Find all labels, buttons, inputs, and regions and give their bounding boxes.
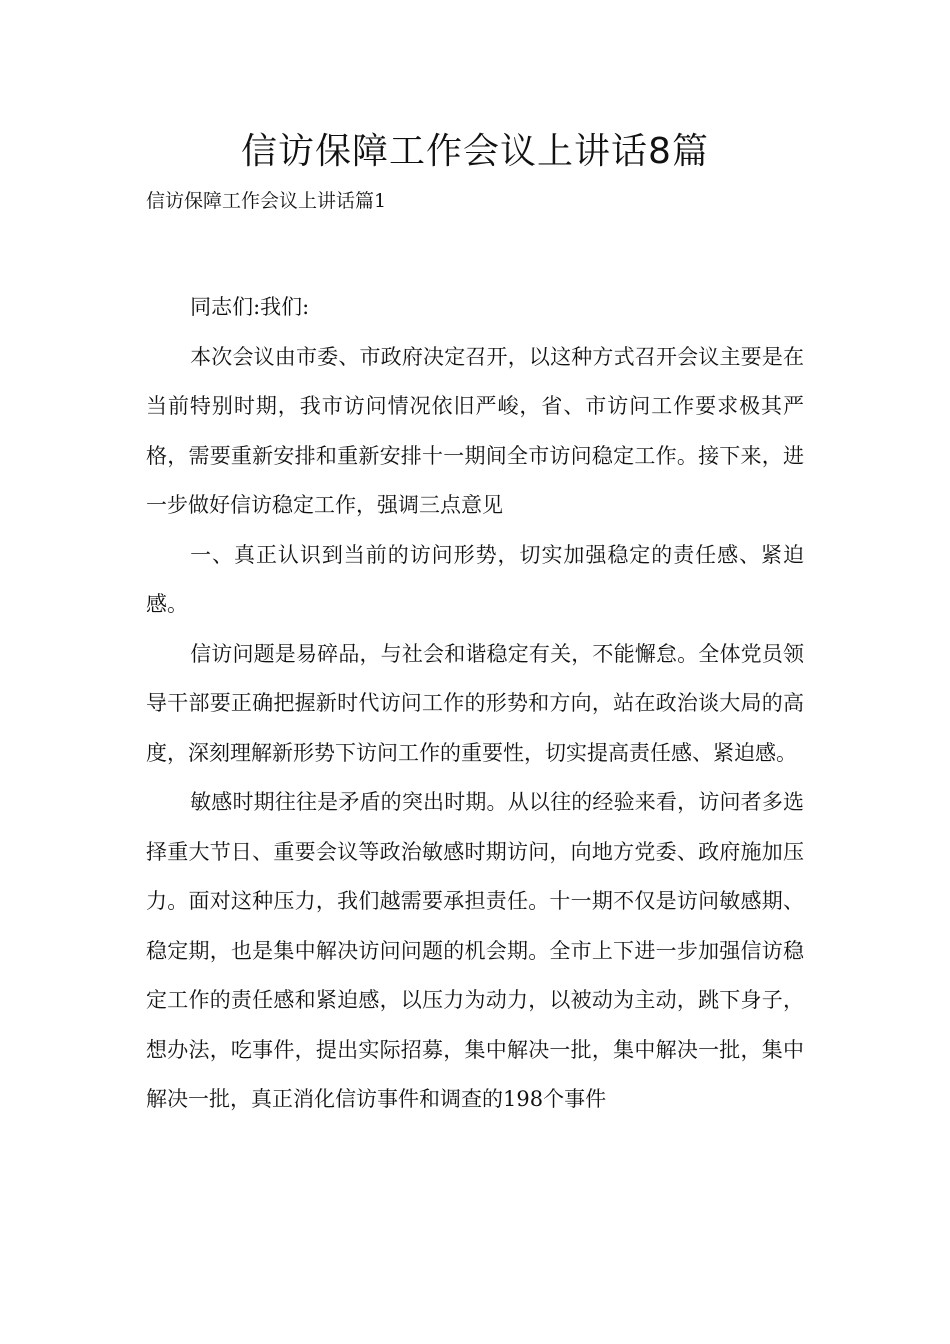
paragraph-body: 信访问题是易碎品，与社会和谐稳定有关，不能懈怠。全体党员领导干部要正确把握新时代访问工作的形势和方向，站在政治谈大局的高度，深刻理解新形势下访问工作的重要性，切实提高责任感、紧迫感。 [146,641,804,765]
document-subtitle: 信访保障工作会议上讲话篇1 [146,190,387,212]
document-body [146,283,804,1125]
document-title: 信访保障工作会议上讲话8篇 [241,131,709,172]
paragraph-section-heading: 一、真正认识到当前的访问形势，切实加强稳定的责任感、紧迫感。 [146,542,804,616]
paragraph-intro: 本次会议由市委、市政府决定召开，以这种方式召开会议主要是在当前特别时期，我市访问情况依旧严峻，省、市访问工作要求极其严格，需要重新安排和重新安排十一期间全市访问稳定工作。接下来，进一步做好信访稳定工作，强调三点意见 [146,344,804,517]
paragraph-body: 敏感时期往往是矛盾的突出时期。从以往的经验来看，访问者多选择重大节日、重要会议等政治敏感时期访问，向地方党委、政府施加压力。面对这种压力，我们越需要承担责任。十一期不仅是访问敏感期、稳定期，也是集中解决访问问题的机会期。全市上下进一步加强信访稳定工作的责任感和紧迫感，以压力为动力，以被动为主动，跳下身子，想办法，吃事件，提出实际招募，集中解决一批，集中解决一批，集中解决一批，真正消化信访事件和调查的198个事件 [146,790,804,1111]
paragraph-greeting: 同志们:我们: [190,295,310,319]
